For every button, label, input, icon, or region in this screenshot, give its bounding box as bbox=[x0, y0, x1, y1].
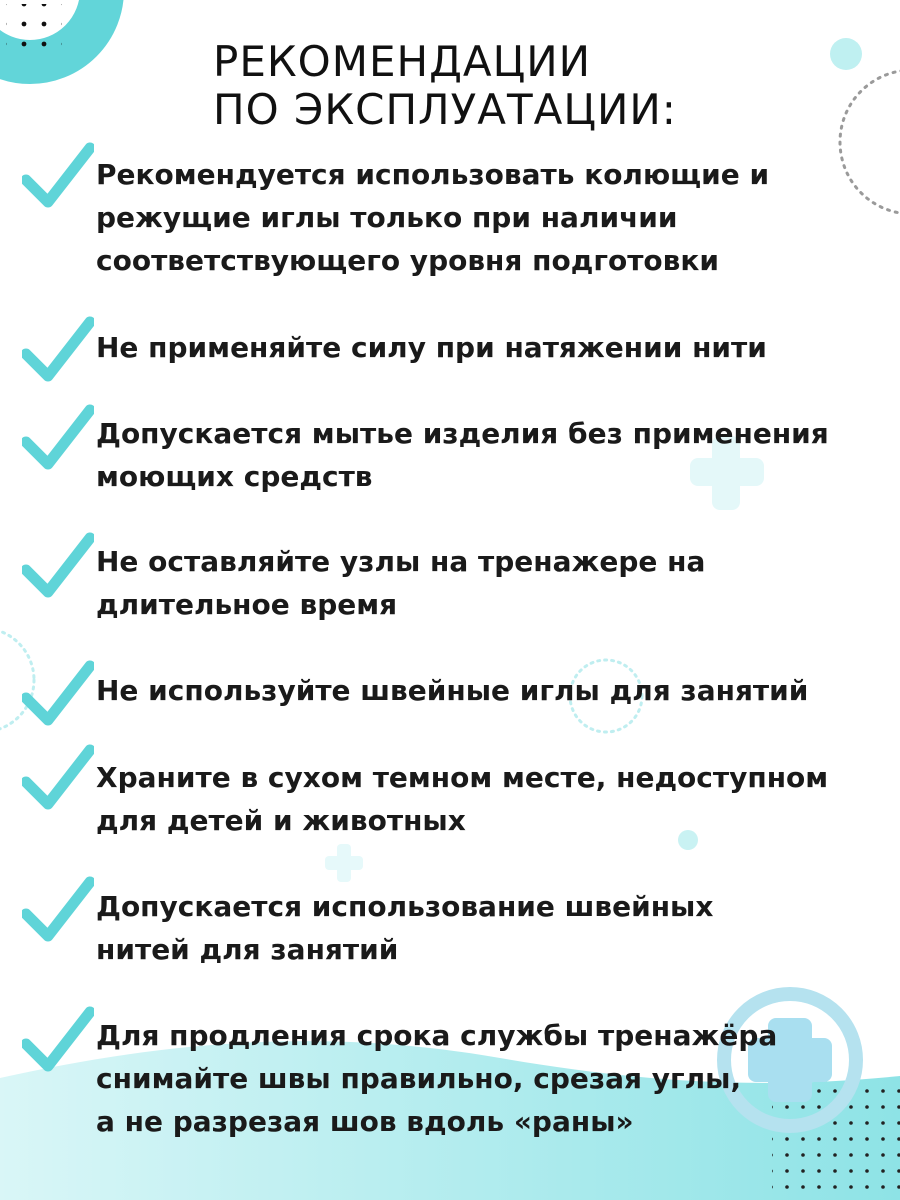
title-line-2: ПО ЭКСПЛУАТАЦИИ: bbox=[213, 85, 677, 134]
list-item-text: Допускается мытье изделия без применения моющих средств bbox=[96, 417, 829, 493]
checkmark-icon bbox=[22, 142, 94, 208]
circle-decor-small bbox=[830, 38, 862, 70]
page-title bbox=[213, 38, 677, 134]
dot-grid-decor-top bbox=[6, 4, 62, 50]
list-item-text: Не применяйте силу при натяжении нити bbox=[96, 331, 767, 364]
dashed-circle-decor bbox=[840, 70, 900, 214]
list-item-text: Не оставляйте узлы на тренажере на длительное время bbox=[96, 545, 706, 621]
list-item-text: Рекомендуется использовать колющие и режущие иглы только при наличии соответствующего уровня подготовки bbox=[96, 158, 770, 277]
list-item-text: Храните в сухом темном месте, недоступном для детей и животных bbox=[96, 761, 829, 837]
title-line-1: РЕКОМЕНДАЦИИ bbox=[213, 37, 592, 86]
checkmark-icon bbox=[22, 532, 94, 598]
checkmark-icon bbox=[22, 744, 94, 810]
checkmark-icon bbox=[22, 316, 94, 382]
checkmark-icon bbox=[22, 660, 94, 726]
checkmark-icon bbox=[22, 876, 94, 942]
list-item-text: Не используйте швейные иглы для занятий bbox=[96, 674, 809, 707]
checkmark-icon bbox=[22, 404, 94, 470]
list-item-text: Допускается использование швейных нитей для занятий bbox=[96, 890, 714, 966]
plus-icon bbox=[325, 844, 363, 882]
list-item-text: Для продления срока службы тренажёра снимайте швы правильно, срезая углы, а не разрезая шов вдоль «раны» bbox=[96, 1019, 778, 1138]
checkmark-icon bbox=[22, 1006, 94, 1072]
